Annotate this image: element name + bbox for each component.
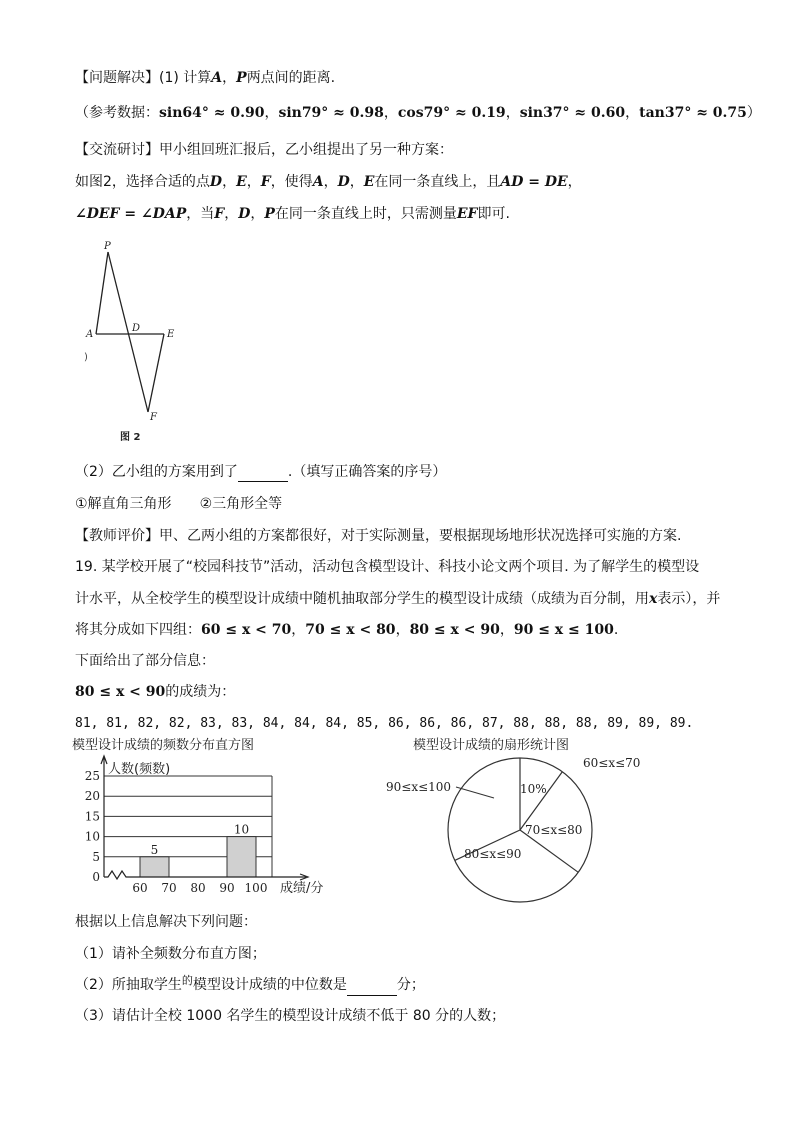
x-tick-label: 80 [190,881,206,895]
ref-value: sin37° ≈ 0.60 [519,105,626,121]
teacher-evaluation: 【教师评价】甲、乙两小组的方案都很好，对于实际测量，要根据现场地形状况选择可实施的方案. [75,528,682,544]
figure-2-caption: 图 2 [120,432,141,443]
solve-line: 根据以上信息解决下列问题： [75,914,257,930]
figure-2-diagram [78,236,198,448]
q19-paragraph-line3: 将其分成如下四组：60 ≤ x < 70，70 ≤ x < 80，80 ≤ x < 90，90 ≤ x ≤ 100. [75,622,619,638]
pie-label-90-100: 90≤x≤100 [386,780,452,794]
pie-slice-boundary [520,772,562,830]
range-line [75,682,235,702]
text-segment: 的 [181,974,193,987]
segment-pf [108,252,148,412]
range-80-90: 80 ≤ x < 90 [75,684,166,700]
label-d: D [132,323,141,334]
info-line: 下面给出了部分信息： [75,653,215,669]
label-p: P [104,241,111,252]
x-tick-label: 60 [132,881,148,895]
figure2-description-line1: 如图2，选择合适的点D，E，F，使得A，D，E在同一条直线上，且AD = DE， [75,174,582,190]
point-f-symbol: F [214,206,225,222]
equation-ad-de: AD = DE [500,174,568,190]
y-tick-label: 5 [92,849,100,864]
options-line [75,494,282,514]
pie-label-60-70: 60≤x≤70 [583,756,641,770]
text-segment: 计水平，从全校学生的模型设计成绩中随机抽取部分学生的模型设计成绩（成绩为百分制，用 [75,591,649,607]
question-solve-tail: 两点间的距离. [246,70,336,86]
point-a-symbol: A [211,70,223,86]
text-segment: 模型设计成绩的中位数是 [192,977,347,993]
exchange-line: 【交流研讨】甲小组回班汇报后，乙小组提出了另一种方案： [75,142,453,158]
text-segment: 分； [396,977,425,993]
reference-open: （参考数据： [75,105,159,121]
label-f: F [150,412,157,423]
y-tick-label: 20 [84,789,100,804]
group-range: 80 ≤ x < 90 [409,622,500,638]
histogram-title: 模型设计成绩的频数分布直方图 [72,738,255,753]
q19-paragraph-line2 [75,589,720,609]
x-axis [104,871,306,879]
x-tick-label: 90 [219,881,235,895]
variable-x: x [649,591,658,607]
y-tick-label: 0 [92,870,100,884]
text-segment: 在同一条直线上时，只需测量 [274,206,457,222]
segment-ef-symbol: EF [456,206,478,222]
question-2-line [75,462,446,482]
scores-list: 81, 81, 82, 82, 83, 83, 84, 84, 84, 85, 86, 86, 86, 87, 88, 88, 88, 89, 89, 89. [75,716,694,731]
text-segment: ，使得 [270,174,313,190]
histogram-chart [70,736,370,901]
x-tick-label: 100 [244,881,268,895]
text-segment: 即可. [477,206,510,222]
question-2-tail: .（填写正确答案的序号） [287,464,447,480]
group-range: 90 ≤ x ≤ 100 [513,622,614,638]
text-segment: 如图2，选择合适的点 [75,174,210,190]
x-tick-label: 70 [161,881,177,895]
histogram-bar [140,857,169,877]
histogram-xlabel: 成绩/分 [280,881,324,896]
point-p-symbol: P [236,70,247,86]
option-1: ①解直角三角形 [75,496,172,512]
pie-title: 模型设计成绩的扇形统计图 [413,738,570,753]
y-tick-label: 10 [84,829,100,844]
point-e-symbol: E [236,174,247,190]
pie-label-70-80: 70≤x≤80 [525,823,583,837]
ref-value: sin79° ≈ 0.98 [278,105,384,121]
label-a: A [86,329,94,340]
question-solve-text: 【问题解决】(1) 计算 [75,70,212,86]
text-segment: 表示），并 [657,591,721,607]
pie-leader-line [456,787,494,798]
y-tick-label: 25 [84,769,100,783]
group-range: 60 ≤ x < 70 [201,622,292,638]
q19-question-3: （3）请估计全校 1000 名学生的模型设计成绩不低于 80 分的人数； [75,1008,506,1024]
point-a-symbol: A [312,174,324,190]
question-solve-line: 【问题解决】(1) 计算A，P两点间的距离. [75,70,336,86]
text-segment: （2）所抽取学生 [75,977,182,993]
equation-angle: ∠DEF = ∠DAP [75,206,187,222]
ref-value: cos79° ≈ 0.19 [397,105,506,121]
point-d-symbol: D [337,174,350,190]
q19-question-1: （1）请补全频数分布直方图； [75,946,266,962]
reference-data-line: （参考数据：sin64° ≈ 0.90，sin79° ≈ 0.98，cos79° ≈ 0.19，sin37° ≈ 0.60，tan37° ≈ 0.75） [75,105,761,121]
option-2: ②三角形全等 [199,496,283,512]
angle-mark: ) [84,352,88,363]
group-range: 70 ≤ x < 80 [305,622,396,638]
point-d-symbol: D [238,206,251,222]
answer-blank[interactable] [238,467,288,482]
ref-value: sin64° ≈ 0.90 [159,105,265,121]
segment-pa [96,252,108,334]
bar-value-label: 10 [233,822,250,837]
pie-chart [380,736,670,906]
segment-ef [148,334,164,412]
figure2-description-line2: ∠DEF = ∠DAP，当F，D，P在同一条直线上时，只需测量EF即可. [75,206,510,222]
ref-value: tan37° ≈ 0.75 [639,105,747,121]
point-d-symbol: D [209,174,223,190]
reference-close: ） [746,105,761,121]
text-segment: 将其分成如下四组： [75,622,201,638]
histogram-bar [227,837,256,877]
y-tick-label: 15 [84,809,100,824]
pie-percent-60-70: 10% [520,782,547,796]
median-answer-blank[interactable] [347,981,397,996]
point-e-symbol: E [363,174,375,190]
q19-paragraph-line1: 19. 某学校开展了“校园科技节”活动，活动包含模型设计、科技小论文两个项目. 为了解学生的模型设 [75,559,700,575]
point-p-symbol: P [264,206,275,222]
point-f-symbol: F [260,174,271,190]
q19-question-2 [75,975,425,996]
question-2-text: （2）乙小组的方案用到了 [75,464,238,480]
range-tail: 的成绩为： [165,684,236,700]
text-segment: 在同一条直线上，且 [374,174,501,190]
pie-label-80-90: 80≤x≤90 [464,847,522,861]
text-segment: ，当 [186,206,215,222]
histogram-ylabel: 人数(频数) [108,762,171,777]
label-e: E [167,329,175,340]
bar-value-label: 5 [150,842,159,857]
